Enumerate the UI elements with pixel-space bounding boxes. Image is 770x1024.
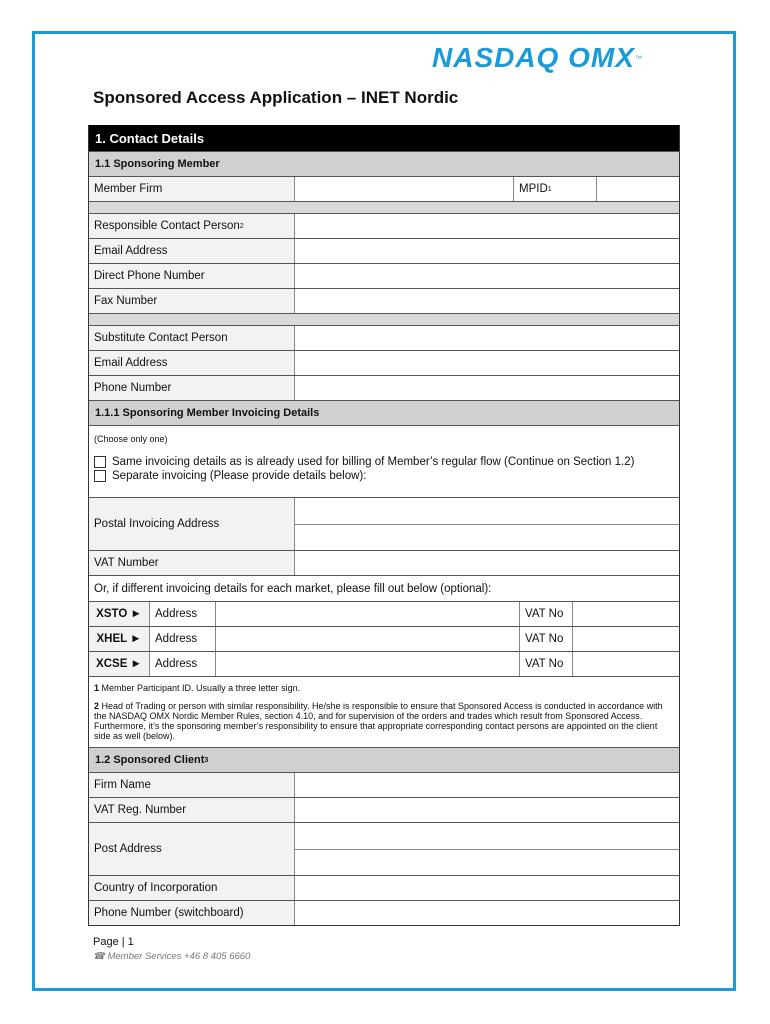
vat-field[interactable] — [295, 551, 679, 575]
address-label: Address — [150, 602, 216, 626]
phone-icon: ☎ — [93, 951, 105, 962]
post-address-label: Post Address — [89, 823, 295, 875]
xhel-address-field[interactable] — [216, 627, 519, 651]
xsto-address-field[interactable] — [216, 602, 519, 626]
checkbox-separate[interactable] — [94, 470, 106, 482]
phone-row — [89, 375, 679, 400]
checkbox-same[interactable] — [94, 456, 106, 468]
spacer — [89, 201, 679, 213]
vat-no-label: VAT No — [519, 652, 573, 676]
invoicing-choice — [89, 425, 679, 497]
email-field[interactable] — [295, 239, 679, 263]
xcse-vat-field[interactable] — [573, 652, 679, 676]
subst-contact-field[interactable] — [295, 326, 679, 350]
post-address-row — [89, 822, 679, 875]
mpid-label: MPID 1 — [513, 177, 597, 201]
section-sponsoring-member: 1.1 Sponsoring Member — [89, 151, 679, 176]
member-firm-field[interactable] — [295, 177, 513, 201]
resp-contact-field[interactable] — [295, 214, 679, 238]
xhel-vat-field[interactable] — [573, 627, 679, 651]
section-invoicing-details: 1.1.1 Sponsoring Member Invoicing Details — [89, 400, 679, 425]
subst-contact-row — [89, 325, 679, 350]
footnotes: 1 Member Participant ID. Usually a three letter sign. 2 Head of Trading or person with similar responsibility. He/she is responsible to ensure that Sponsored Access is conducted in accordance with the NASDAQ OMX Nordic Member Rules, section 4.10, and for supervision of the orders and trades which result from Sponsored Access. Furthermore, it’s the sponsoring member’s responsibility to ensure that appropriate corresponding contact persons are appointed on the client side as well (below). — [89, 676, 679, 747]
market-row-xcse — [89, 651, 679, 676]
fax-label: Fax Number — [89, 289, 295, 313]
application-form — [88, 125, 680, 926]
vat-no-label: VAT No — [519, 602, 573, 626]
market-code: XSTO ► — [89, 602, 150, 626]
section-contact-details: 1. Contact Details — [89, 125, 679, 151]
page-title: Sponsored Access Application – INET Nordic — [93, 88, 459, 107]
member-services: ☎ Member Services +46 8 405 6660 — [93, 951, 251, 962]
vat-reg-row — [89, 797, 679, 822]
phone-field[interactable] — [295, 376, 679, 400]
option-separate-invoicing[interactable]: Separate invoicing (Please provide details below): — [94, 470, 674, 482]
page-number: Page | 1 — [93, 936, 134, 948]
xcse-address-field[interactable] — [216, 652, 519, 676]
choose-note: (Choose only one) — [94, 434, 168, 444]
country-row — [89, 875, 679, 900]
address-label: Address — [150, 652, 216, 676]
vat-label: VAT Number — [89, 551, 295, 575]
email2-label: Email Address — [89, 351, 295, 375]
vat-reg-label: VAT Reg. Number — [89, 798, 295, 822]
mpid-field[interactable] — [597, 177, 679, 201]
country-field[interactable] — [295, 876, 679, 900]
market-code: XHEL ► — [89, 627, 150, 651]
xsto-vat-field[interactable] — [573, 602, 679, 626]
switchboard-row — [89, 900, 679, 925]
firm-name-label: Firm Name — [89, 773, 295, 797]
member-firm-row — [89, 176, 679, 201]
email2-field[interactable] — [295, 351, 679, 375]
fax-row — [89, 288, 679, 313]
resp-contact-row — [89, 213, 679, 238]
address-label: Address — [150, 627, 216, 651]
vat-no-label: VAT No — [519, 627, 573, 651]
fax-field[interactable] — [295, 289, 679, 313]
member-firm-label: Member Firm — [89, 177, 295, 201]
option-same-invoicing[interactable]: Same invoicing details as is already used for billing of Member’s regular flow (Continue on Section 1.2) — [94, 456, 674, 468]
email-row — [89, 238, 679, 263]
postal-address-line-1[interactable] — [295, 498, 679, 524]
direct-phone-field[interactable] — [295, 264, 679, 288]
subst-contact-label: Substitute Contact Person — [89, 326, 295, 350]
market-row-xsto — [89, 601, 679, 626]
firm-name-row — [89, 772, 679, 797]
nasdaq-omx-logo: NASDAQ OMX™ — [432, 42, 642, 73]
switchboard-label: Phone Number (switchboard) — [89, 901, 295, 925]
section-sponsored-client: 1.2 Sponsored Client 3 — [89, 747, 679, 772]
postal-address-row — [89, 497, 679, 550]
post-address-line-2[interactable] — [295, 849, 679, 876]
vat-row — [89, 550, 679, 575]
resp-contact-label: Responsible Contact Person 2 — [89, 214, 295, 238]
phone-label: Phone Number — [89, 376, 295, 400]
email2-row — [89, 350, 679, 375]
email-label: Email Address — [89, 239, 295, 263]
switchboard-field[interactable] — [295, 901, 679, 925]
post-address-line-1[interactable] — [295, 823, 679, 849]
country-label: Country of Incorporation — [89, 876, 295, 900]
or-text: Or, if different invoicing details for each market, please fill out below (optional): — [89, 575, 679, 601]
spacer — [89, 313, 679, 325]
vat-reg-field[interactable] — [295, 798, 679, 822]
market-code: XCSE ► — [89, 652, 150, 676]
direct-phone-label: Direct Phone Number — [89, 264, 295, 288]
market-row-xhel — [89, 626, 679, 651]
firm-name-field[interactable] — [295, 773, 679, 797]
postal-address-line-2[interactable] — [295, 524, 679, 551]
postal-address-label: Postal Invoicing Address — [89, 498, 295, 550]
direct-phone-row — [89, 263, 679, 288]
